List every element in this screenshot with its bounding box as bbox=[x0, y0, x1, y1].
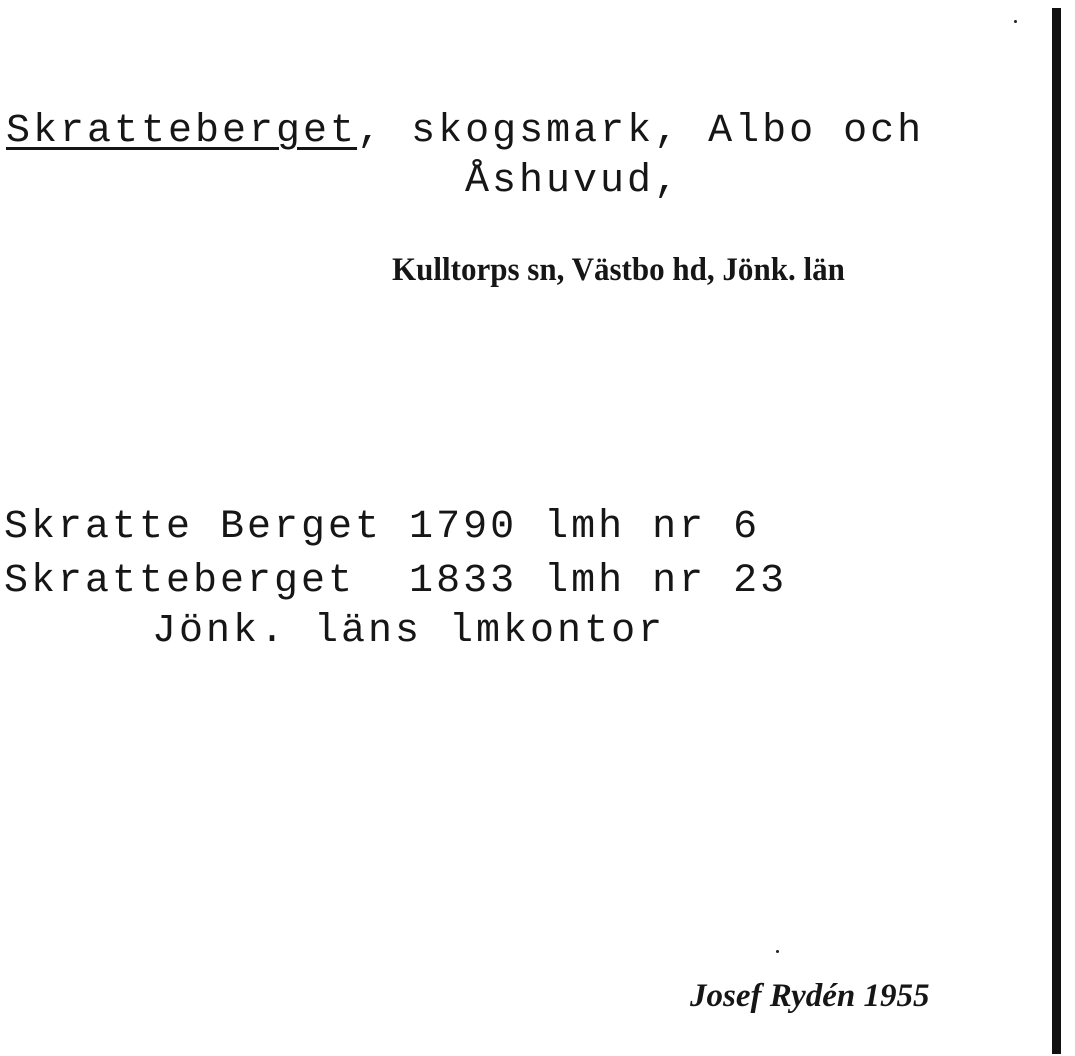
heading-description: , skogsmark, Albo och bbox=[357, 109, 925, 154]
card-edge-shadow bbox=[1052, 8, 1061, 1054]
location-stamp: Kulltorps sn, Västbo hd, Jönk. län bbox=[392, 252, 845, 288]
source-line-2: Skratteberget 1833 lmh nr 23 bbox=[4, 559, 788, 604]
headword: Skratteberget bbox=[6, 109, 358, 154]
scan-speck bbox=[776, 950, 779, 953]
card-heading bbox=[6, 109, 925, 154]
heading-line-2: Åshuvud, bbox=[465, 159, 682, 204]
source-line-1: Skratte Berget 1790 lmh nr 6 bbox=[4, 505, 761, 550]
scan-speck bbox=[1014, 20, 1017, 23]
signature-stamp: Josef Rydén 1955 bbox=[690, 978, 930, 1014]
source-line-3: Jönk. läns lmkontor bbox=[152, 609, 666, 654]
